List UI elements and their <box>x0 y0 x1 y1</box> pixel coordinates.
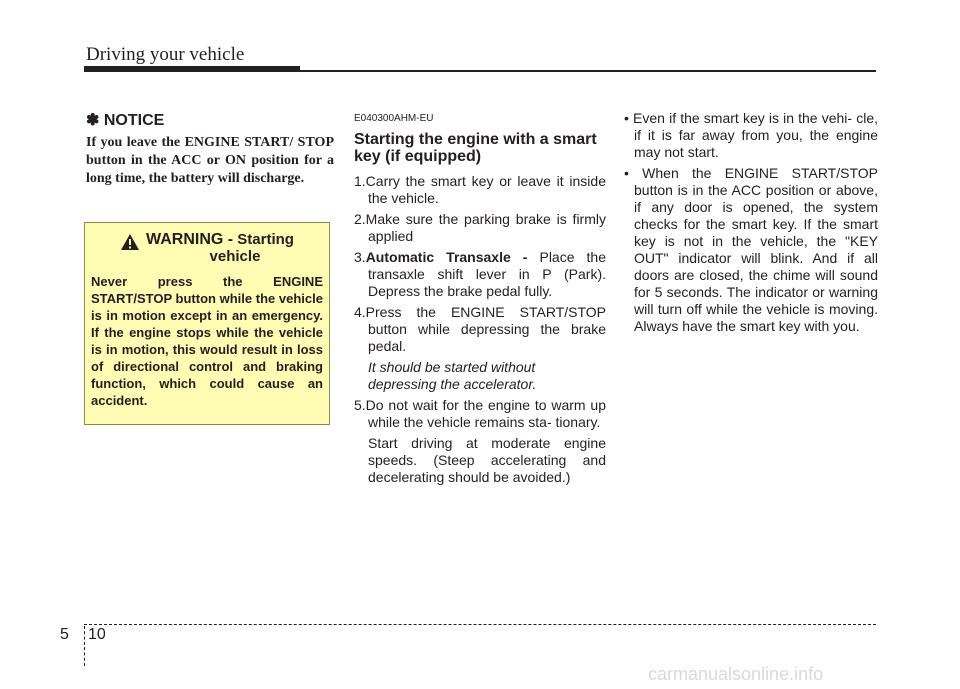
footer-rule <box>84 624 876 625</box>
section-title: Starting the engine with a smart key (if equipped) <box>354 131 597 165</box>
watermark: carmanualsonline.info <box>648 664 824 684</box>
step-4-note: It should be started without depressing the accelerator. <box>368 359 537 392</box>
step-3-number: 3. <box>354 249 366 265</box>
step-1: 1.Carry the smart key or leave it inside the vehicle. <box>354 173 606 206</box>
notice-title: ✽ NOTICE <box>86 112 165 129</box>
warning-label: WARNING - <box>146 231 234 248</box>
step-2: 2.Make sure the parking brake is firmly applied <box>354 211 606 244</box>
header-rule <box>300 70 876 72</box>
warning-title-line2: vehicle <box>209 248 261 265</box>
step-3 <box>354 249 606 300</box>
notice-box <box>86 110 334 188</box>
bullet-item: • Even if the smart key is in the vehi- cle, if it is far away from you, the engine may not start. <box>624 110 878 160</box>
notice-body: If you leave the ENGINE START/ STOP button in the ACC or ON position for a long time, the battery will discharge. <box>86 135 334 186</box>
step-5: 5.Do not wait for the engine to warm up while the vehicle remains sta- tionary. <box>354 397 606 430</box>
warning-box <box>84 222 330 425</box>
section-number: 5 <box>60 626 69 643</box>
step-3-bold: Automatic Transaxle - <box>365 249 528 265</box>
warning-triangle-icon <box>120 233 140 251</box>
step-3-text: Place the transaxle shift lever in P (Park). Depress the brake pedal fully. <box>368 249 606 299</box>
section-code: E040300AHM-EU <box>354 113 434 124</box>
page-number: 10 <box>88 626 106 643</box>
bullet-column <box>620 110 878 339</box>
warning-title <box>146 231 294 265</box>
warning-body: Never press the ENGINE START/STOP button while the vehicle is in motion except in an emergency. If the engine stops while the vehicle is in motion, this would result in loss of directional control and braking function, which could cause an accident. <box>91 274 323 408</box>
bullet-item: • When the ENGINE START/STOP button is in the ACC position or above, if any door is opened, the system checks for the smart key. If the smart key is not in the vehicle, the "KEY OUT" indicator will blink. And if all doors are closed, the chime will sound for 5 seconds. The indicator or warning will turn off while the vehicle is moving. Always have the smart key with you. <box>624 165 878 334</box>
footer-divider <box>84 626 85 666</box>
starting-engine-section <box>354 110 606 486</box>
header-bar <box>84 66 300 72</box>
step-5-sub: Start driving at moderate engine speeds. (Steep accelerating and decelerating should be avoided.) <box>368 435 606 485</box>
warning-title-line1: Starting <box>237 231 294 248</box>
warning-header <box>91 231 323 265</box>
step-4: 4.Press the ENGINE START/STOP button while depressing the brake pedal. <box>354 304 606 354</box>
page-header-title: Driving your vehicle <box>86 44 245 65</box>
